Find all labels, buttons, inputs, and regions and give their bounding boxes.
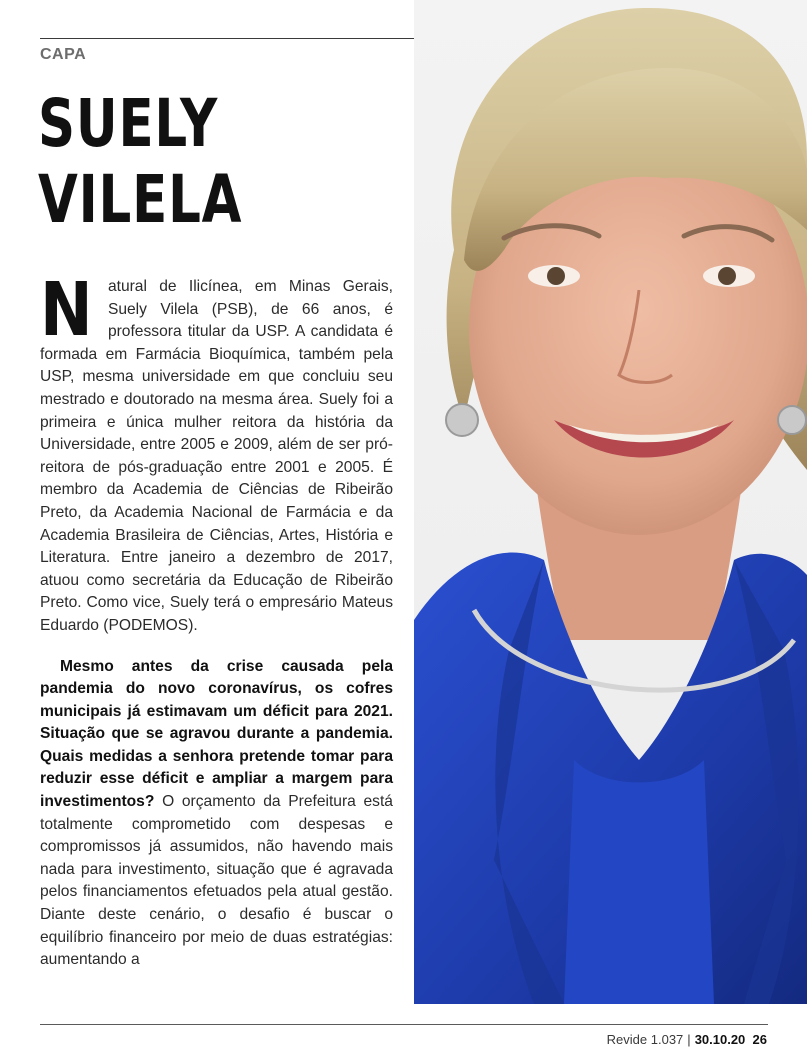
intro-paragraph xyxy=(40,267,393,638)
page-title xyxy=(38,86,242,238)
drop-cap: N xyxy=(40,267,93,353)
bottom-rule xyxy=(40,1024,768,1025)
qa-paragraph xyxy=(40,656,393,972)
publication-issue: Revide 1.037 xyxy=(606,1032,684,1047)
interview-answer: O orçamento da Prefeitura está totalmente comprometido com despesas e compromissos já assumidos, não havendo mais nada para investimento, situação que é agravada pelos financiamentos efetuados pela atual gestão. Diante deste cenário, o desafio é buscar o equilíbrio financeiro por meio de duas estratégias: aumentando a xyxy=(40,793,393,969)
portrait-photo xyxy=(414,0,807,1004)
footer-divider: | xyxy=(687,1032,691,1047)
article-body xyxy=(40,267,393,972)
title-line-2: VILELA xyxy=(38,161,243,238)
title-line-1: SUELY xyxy=(38,85,219,162)
page-number: 26 xyxy=(752,1032,767,1047)
issue-date: 30.10.20 xyxy=(694,1032,746,1047)
section-label: CAPA xyxy=(40,46,87,63)
page-footer xyxy=(607,1032,767,1047)
intro-text: atural de Ilicínea, em Minas Gerais, Suely Vilela (PSB), de 66 anos, é professora titular da USP. A candidata é formada em Farmácia Bioquímica, também pela USP, mesma universidade em que concluiu seu mestrado e doutorado na mesma área. Suely foi a primeira e única mulher reitora da história da Universidade, entre 2005 e 2009, além de ser pró-reitora de pós-graduação entre 2001 e 2005. É membro da Academia de Ciências de Ribeirão Preto, da Academia Nacional de Farmácia e da Academia Brasileira de Ciências, Artes, História e Literatura. Entre janeiro a dezembro de 2017, atuou como secretária da Educação de Ribeirão Preto. Como vice, Suely terá o empresário Mateus Eduardo (PODEMOS). xyxy=(40,278,393,634)
interview-question: Mesmo antes da crise causada pela pandemia do novo coronavírus, os cofres municipais já estimavam um déficit para 2021. Situação que se agravou durante a pandemia. Quais medidas a senhora pretende tomar para reduzir esse déficit e ampliar a margem para investimentos? xyxy=(40,657,393,811)
portrait-illustration xyxy=(414,0,807,1004)
